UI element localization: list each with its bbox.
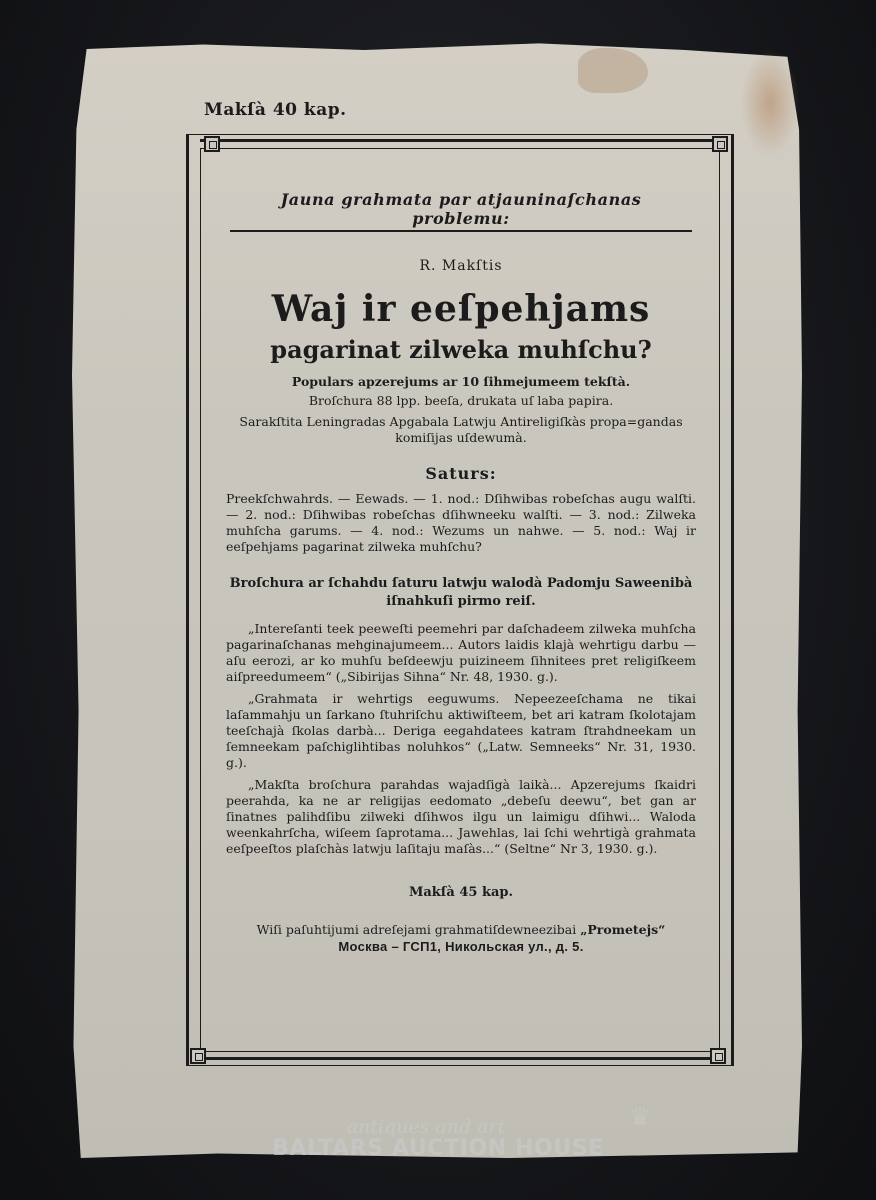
book-subtitle: Populars apzerejums ar 10 ſihmejumeem tekſtà.	[291, 374, 631, 389]
crown-icon: ♛	[629, 1103, 651, 1131]
price-top: Makſà 40 kap.	[204, 100, 347, 120]
publisher-address: Москва – ГСП1, Никольская ул., д. 5.	[338, 939, 584, 954]
first-time-note: Broſchura ar ſchahdu ſaturu latwju walodà Padomju Saweenibà iſnahkuſi pirmo reiſ.	[229, 576, 693, 609]
author-name: R. Makſtis	[419, 258, 503, 274]
review-quote: „Grahmata ir wehrtigs eeguwums. Nepeezeeſchama ne tikai laſammahju un ſarkano ſtuhriſchu aktiwiſteem, bet ari katram ſkolotajam teeſchajà ſkolas darbà... Deriga eegahdatees katram ſtrahdneekam un ſemneekam paſchiglihtibas noluhkos“ („Latw. Semneeks“ Nr. 31, 1930. g.).	[226, 691, 696, 770]
book-description: Sarakſtita Leningradas Apgabala Latwju Antireligiſkàs propa=gandas komiſijas uſdewumà.	[239, 414, 683, 445]
paper-stain	[740, 48, 800, 158]
review-quote: „Makſta broſchura parahdas wajadſigà laikà... Apzerejums ſkaidri peerahda, ka ne ar religijas eedomato „debeſu deewu“, bet gan ar ſinatnes palihdſibu zilweki dſihwos ilgu un laimigu dſihwi... Waloda weenkahrſcha, wiſeem ſaprotama... Jawehlas, lai ſchi wehrtigà grahmata eeſpeeſtos plaſchàs latwju laſitaju maſàs...“ (Seltne“ Nr 3, 1930. g.).	[226, 777, 696, 856]
contents-list: Preekſchwahrds. — Eewads. — 1. nod.: Dſihwibas robeſchas augu walſti. — 2. nod.: Dſihwibas robeſchas dſihwneeku walſti. — 3. nod.: Zilweka muhſcha garums. — 4. nod.: Wezums un nahwe. — 5. nod.: Waj ir eeſpehjams pagarinat zilweka muhſchu?	[226, 491, 696, 554]
headline: Jauna grahmata par atjauninaſchanas problemu:	[230, 190, 692, 232]
publisher-name: „Prometejs“	[580, 922, 666, 937]
order-instructions	[226, 922, 696, 937]
book-title-line2: pagarinat zilweka muhſchu?	[270, 335, 652, 364]
price-bottom: Makſà 45 kap.	[408, 885, 514, 900]
frame-bottom-rule	[200, 1057, 720, 1060]
book-title-line1: Waj ir eeſpehjams	[271, 288, 651, 330]
review-quote: „Intereſanti teek peeweſti peemehri par daſchadeem zilweka muhſcha pagarinaſchanas mehginajumeem... Autors laidis klajà wehrtigu darbu — aſu eerozi, ar ko muhſu beſdeewju puizineem ſihnitees pret religiſkeem aiſpreedumeem“ („Sibirijas Sihna“ Nr. 48, 1930. g.).	[226, 621, 696, 684]
frame-corner-ornament	[712, 136, 728, 152]
watermark-tagline: antiques and art	[346, 1116, 506, 1138]
contents-heading: Saturs:	[425, 464, 497, 483]
order-text: Wiſi paſuhtijumi adreſejami grahmatiſdewneezibai	[256, 922, 577, 937]
advertisement-content	[226, 190, 696, 954]
torn-paper-patch	[578, 48, 648, 93]
frame-corner-ornament	[204, 136, 220, 152]
frame-corner-ornament	[190, 1048, 206, 1064]
frame-corner-ornament	[710, 1048, 726, 1064]
watermark-brand: BALTARS AUCTION HOUSE	[272, 1136, 604, 1161]
brochure-info: Broſchura 88 lpp. beeſa, drukata uſ laba papira.	[308, 393, 614, 408]
frame-top-rule	[200, 139, 720, 142]
